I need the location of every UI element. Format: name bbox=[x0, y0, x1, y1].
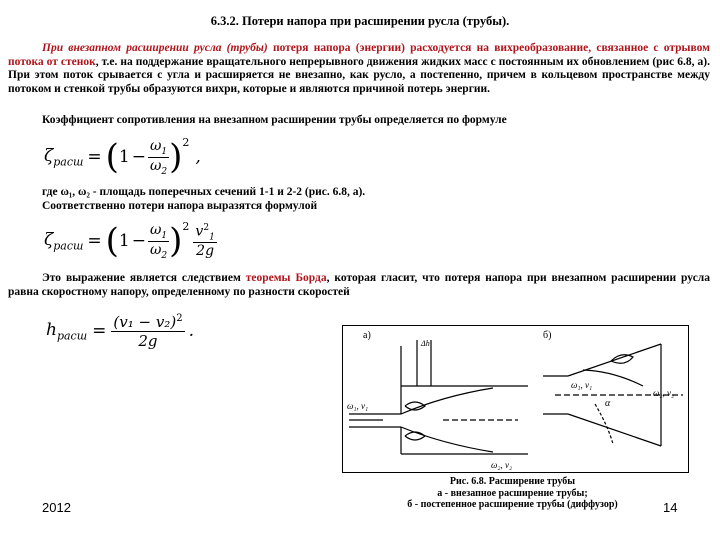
borda-theorem-link[interactable]: теоремы Борда bbox=[245, 272, 327, 284]
f3-tail: . bbox=[188, 321, 194, 341]
caption-line-3: б - постепенное расширение трубы (диффузор) bbox=[407, 499, 618, 510]
para5-before: Это выражение является следствием bbox=[42, 272, 241, 284]
f2-power: 2 bbox=[182, 220, 190, 233]
f1-fraction: $\frac{\omega_1}{\omega_2}$ bbox=[150, 137, 168, 177]
label-a-section1: ω₁, v₁ bbox=[347, 401, 369, 411]
formula-borda bbox=[46, 306, 194, 356]
f2-one: 1 bbox=[118, 231, 130, 251]
f3-fraction: $\frac{(v_1 - v_2)^2}{2g}$ bbox=[113, 312, 183, 350]
formula-zeta-expansion bbox=[44, 132, 201, 182]
pipe-expansion-diagram bbox=[343, 326, 688, 472]
para1-red: потеря напора (энергии) расходуется на вихреобразование, связанное с отрывом потока от стенок bbox=[8, 42, 711, 68]
footer-year: 2012 bbox=[42, 500, 71, 515]
f2-lhs: $\zeta_{расш}$ bbox=[44, 229, 84, 253]
caption-line-1: Рис. 6.8. Расширение трубы bbox=[449, 476, 576, 487]
para5-after: , которая гласит, что потеря напора при внезапном расширении русла равна скоростному напору, определенному по разности скоростей bbox=[8, 272, 711, 298]
f2-velocity-fraction: $\frac{v^2_1}{2g}$ bbox=[195, 222, 215, 260]
figure-caption bbox=[340, 476, 685, 511]
para1-italic: При внезапном расширении русла (трубы) bbox=[42, 42, 268, 54]
f2-rparen: ) bbox=[169, 221, 183, 261]
f1-minus: − bbox=[131, 147, 146, 167]
paragraph-sudden-expansion bbox=[8, 42, 710, 96]
f1-rparen: ) bbox=[169, 137, 183, 177]
f2-lparen: ( bbox=[105, 221, 119, 261]
caption-line-2: а - внезапное расширение трубы; bbox=[437, 487, 588, 499]
sudden-expansion-drawing bbox=[349, 340, 528, 454]
paragraph-head-loss: Соответственно потери напора выразятся формулой bbox=[42, 200, 318, 212]
page-number: 14 bbox=[663, 500, 678, 515]
label-a: а) bbox=[363, 330, 371, 341]
formula-head-loss bbox=[44, 216, 217, 266]
f3-eq: = bbox=[92, 321, 107, 341]
para1-rest: , т.е. на поддержание вращательного непрерывного движения жидких масс с постоянным их обновлением (рис 6.8, а). При этом поток срывается с угла и расширяется не внезапно, как русло, а постепенно, причем в кольцевом пространстве между потоком и стенкой трубы образуются вихри, которые и являются причиной потерь энергии. bbox=[8, 55, 710, 95]
label-b-section1: ω₁, v₁ bbox=[571, 380, 593, 390]
paragraph-borda bbox=[8, 272, 710, 299]
label-a-section2: ω₂, v₂ bbox=[491, 460, 513, 470]
f3-lhs: $h_{расш}$ bbox=[46, 319, 88, 343]
f1-eq: = bbox=[87, 147, 102, 167]
f1-one: 1 bbox=[118, 147, 130, 167]
label-b: б) bbox=[543, 330, 552, 341]
f2-eq: = bbox=[87, 231, 102, 251]
figure-pipe-expansion bbox=[342, 325, 689, 473]
f1-lhs: $\zeta_{расш}$ bbox=[44, 145, 84, 169]
f2-minus: − bbox=[131, 231, 146, 251]
f1-power: 2 bbox=[182, 136, 190, 149]
paragraph-coefficient: Коэффициент сопротивления на внезапном расширении трубы определяется по формуле bbox=[42, 114, 507, 126]
slide-title: 6.3.2. Потери напора при расширении русла (трубы). bbox=[210, 14, 510, 28]
label-b-section2: ω₂, v₂ bbox=[653, 388, 675, 398]
paragraph-where: где ω₁, ω₂ - площадь поперечных сечений 1-1 и 2-2 (рис. 6.8, а). bbox=[42, 186, 366, 198]
f1-tail: , bbox=[195, 147, 201, 167]
label-a-dh: Δh bbox=[421, 339, 430, 348]
f2-fraction: $\frac{\omega_1}{\omega_2}$ bbox=[150, 221, 168, 261]
label-b-angle: α bbox=[605, 398, 611, 409]
f1-lparen: ( bbox=[105, 137, 119, 177]
